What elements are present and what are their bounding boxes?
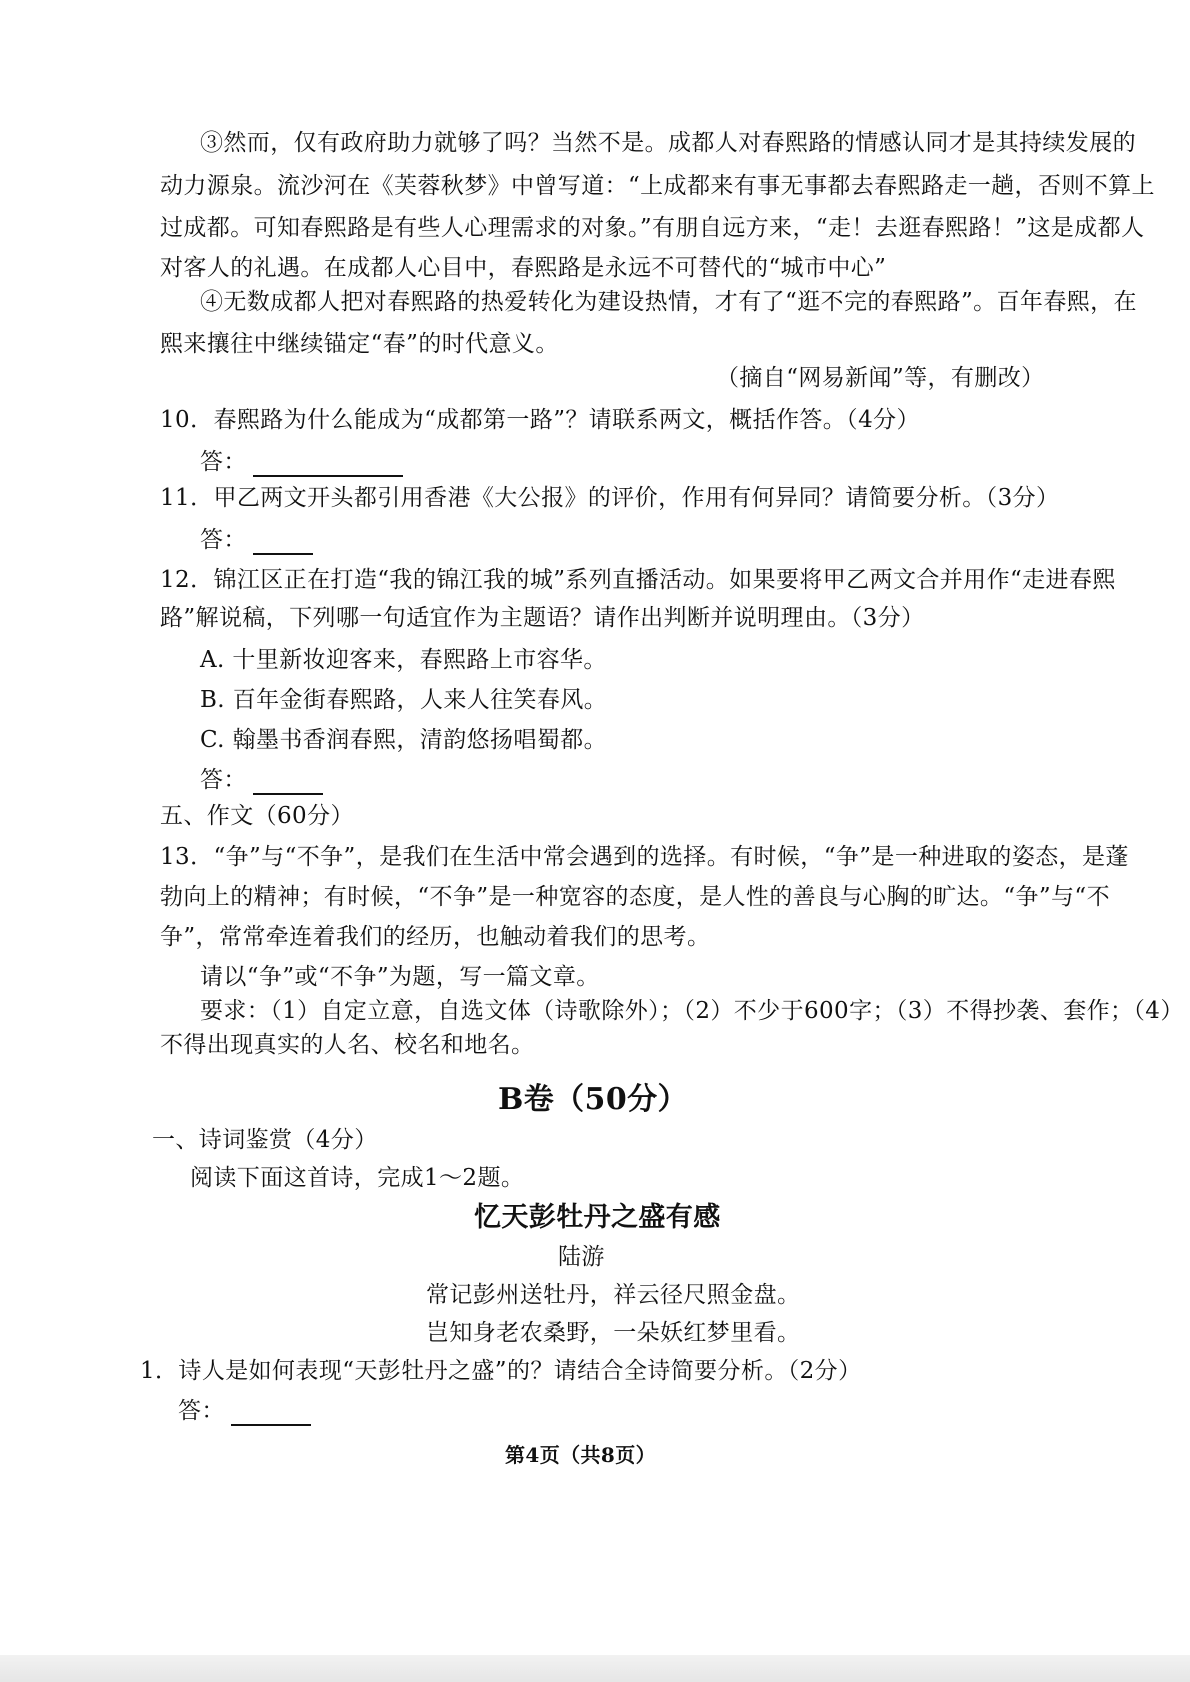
- passage-p3-line-2: 动力源泉。流沙河在《芙蓉秋梦》中曾写道：“上成都来有事无事都去春熙路走一趟，否则不算上: [160, 173, 1155, 199]
- poem-author: 陆游: [558, 1244, 605, 1270]
- poem-title: 忆天彭牡丹之盛有感: [474, 1202, 721, 1233]
- composition-requirements-line-1: 要求：（1）自定立意，自选文体（诗歌除外）；（2）不少于600字；（3）不得抄袭、套作；（4）: [200, 998, 1184, 1024]
- passage-p3-line-4: 对客人的礼遇。在成都人心目中，春熙路是永远不可替代的“城市中心”: [160, 255, 887, 281]
- answer-label: 答：: [200, 449, 247, 475]
- section-1-heading: 一、诗词鉴赏（4分）: [152, 1127, 378, 1153]
- passage-p3-line-3: 过成都。可知春熙路是有些人心理需求的对象。”有朋自远方来，“走！去逛春熙路！”这是成都人: [160, 215, 1145, 241]
- answer-blank[interactable]: [253, 531, 313, 555]
- question-13-line-3: 争”，常常牵连着我们的经历，也触动着我们的思考。: [160, 924, 711, 950]
- composition-prompt: 请以“争”或“不争”为题，写一篇文章。: [200, 964, 600, 990]
- question-12-line-1: 12．锦江区正在打造“我的锦江我的城”系列直播活动。如果要将甲乙两文合并用作“走进春熙: [160, 567, 1116, 593]
- question-11: 11．甲乙两文开头都引用香港《大公报》的评价，作用有何异同？请简要分析。（3分）: [160, 485, 1060, 511]
- question-13-line-1: 13．“争”与“不争”，是我们在生活中常会遇到的选择。有时候，“争”是一种进取的姿态，是蓬: [160, 844, 1129, 870]
- scan-bottom-band: [0, 1655, 1190, 1682]
- question-10: 10．春熙路为什么能成为“成都第一路”？请联系两文，概括作答。（4分）: [160, 407, 920, 433]
- passage-source: （摘自“网易新闻”等，有删改）: [716, 365, 1045, 391]
- answer-12[interactable]: [200, 765, 323, 795]
- composition-heading: 五、作文（60分）: [160, 803, 354, 829]
- page-footer: 第4页（共8页）: [505, 1443, 657, 1467]
- answer-11[interactable]: [200, 525, 313, 555]
- answer-label: 答：: [178, 1398, 225, 1424]
- poem-line-1: 常记彭州送牡丹，祥云径尺照金盘。: [426, 1282, 801, 1308]
- answer-blank[interactable]: [253, 771, 323, 795]
- answer-b1[interactable]: [178, 1396, 311, 1426]
- answer-10[interactable]: [200, 447, 403, 477]
- passage-p4-line-2: 熙来攘往中继续锚定“春”的时代意义。: [160, 331, 559, 357]
- answer-label: 答：: [200, 767, 247, 793]
- answer-blank[interactable]: [231, 1402, 311, 1426]
- composition-requirements-line-2: 不得出现真实的人名、校名和地名。: [160, 1032, 535, 1058]
- question-b1: 1．诗人是如何表现“天彭牡丹之盛”的？请结合全诗简要分析。（2分）: [140, 1358, 862, 1384]
- part-b-title: B卷（50分）: [498, 1082, 688, 1117]
- reading-instruction: 阅读下面这首诗，完成1～2题。: [190, 1165, 525, 1191]
- poem-line-2: 岂知身老农桑野，一朵妖红梦里看。: [426, 1320, 801, 1346]
- question-13-line-2: 勃向上的精神；有时候，“不争”是一种宽容的态度，是人性的善良与心胸的旷达。“争”与“不: [160, 884, 1110, 910]
- question-12-line-2: 路”解说稿，下列哪一句适宜作为主题语？请作出判断并说明理由。（3分）: [160, 605, 925, 631]
- passage-p4-line-1: ④无数成都人把对春熙路的热爱转化为建设热情，才有了“逛不完的春熙路”。百年春熙，在: [200, 289, 1137, 315]
- answer-blank[interactable]: [253, 453, 403, 477]
- option-b: B. 百年金街春熙路，人来人往笑春风。: [200, 687, 608, 713]
- answer-label: 答：: [200, 527, 247, 553]
- option-c: C. 翰墨书香润春熙，清韵悠扬唱蜀都。: [200, 727, 608, 753]
- passage-p3-line-1: ③然而，仅有政府助力就够了吗？当然不是。成都人对春熙路的情感认同才是其持续发展的: [200, 130, 1136, 156]
- option-a: A. 十里新妆迎客来，春熙路上市容华。: [200, 647, 607, 673]
